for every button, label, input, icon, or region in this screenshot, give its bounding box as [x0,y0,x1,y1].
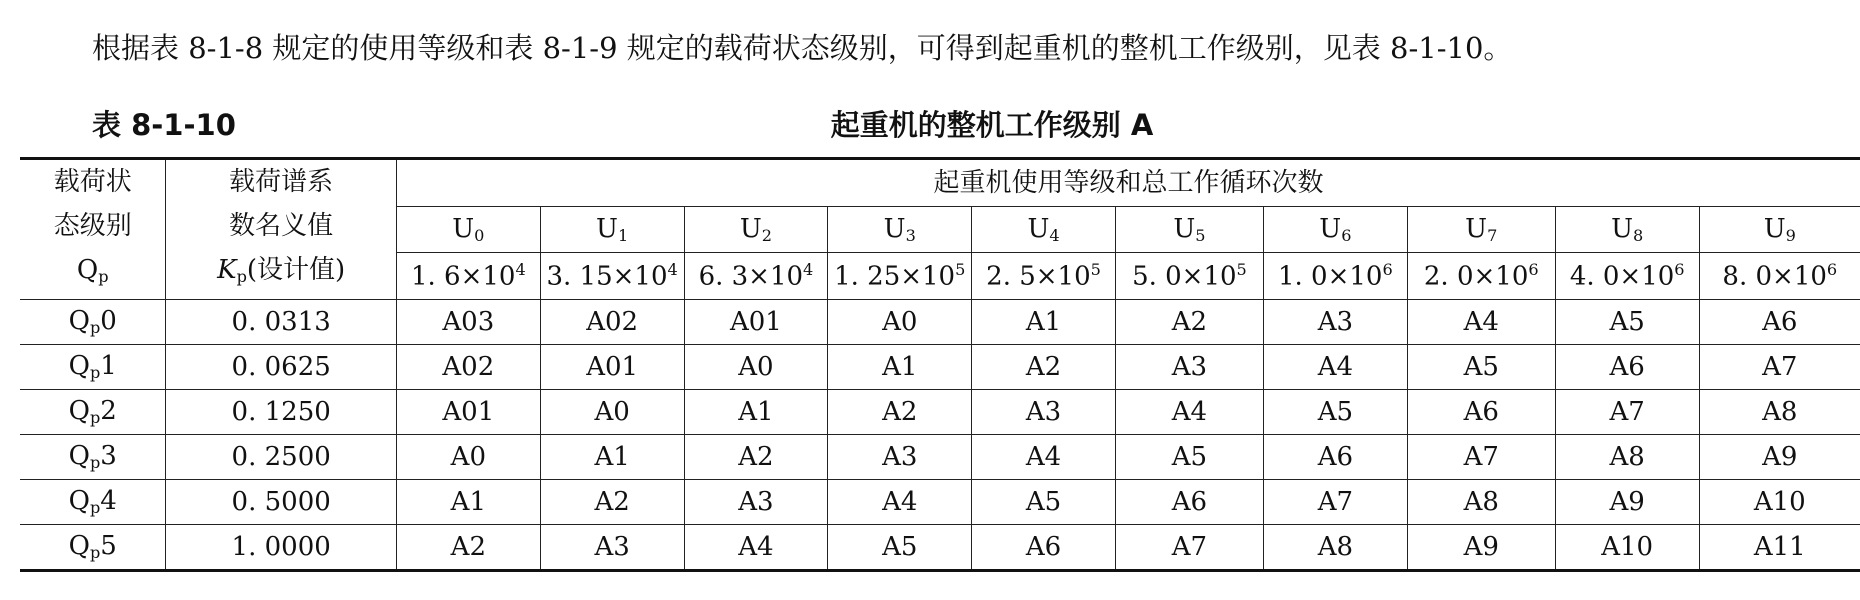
table-caption [92,100,1860,150]
work-class-cell: A11 [1699,525,1860,571]
load-state-sub: p [89,498,101,518]
usage-class-sub: 9 [1785,225,1796,245]
cycle-count-header [396,253,540,300]
work-class-cell: A1 [684,390,828,435]
work-class-cell: A01 [396,390,540,435]
work-class-cell: A7 [1555,390,1699,435]
cycle-count-exponent: 6 [1826,260,1838,280]
cycle-count-exponent: 6 [1674,260,1685,280]
usage-class-sub: 2 [761,225,773,245]
work-class-cell: A5 [1407,345,1555,390]
header-load-spectrum-factor [166,159,397,300]
work-class-cell: A2 [828,390,972,435]
cycle-count-mantissa: 6. 3×10 [698,261,804,292]
usage-class-sub: 5 [1195,225,1206,245]
header-load-state-symbol [20,248,165,299]
header-k-sub: p [236,267,247,287]
work-class-cell: A3 [972,390,1116,435]
kp-value-cell: 0. 5000 [166,480,397,525]
load-state-letter: Q [68,396,90,427]
work-class-table [20,157,1860,572]
work-class-cell: A2 [684,435,828,480]
work-class-cell: A6 [1555,345,1699,390]
work-class-cell: A6 [972,525,1116,571]
load-state-number: 4 [100,486,117,517]
work-class-cell: A01 [684,300,828,345]
load-state-number: 1 [100,351,117,382]
cycle-count-header [1407,253,1555,300]
usage-class-header [1699,206,1860,253]
work-class-cell: A6 [1115,480,1263,525]
usage-class-letter: U [1763,213,1786,244]
usage-class-sub: 6 [1341,225,1352,245]
work-class-cell: A4 [684,525,828,571]
work-class-cell: A3 [1115,345,1263,390]
work-class-cell: A5 [828,525,972,571]
header-usage-group: 起重机使用等级和总工作循环次数 [396,159,1860,207]
work-class-cell: A5 [1555,300,1699,345]
work-class-cell: A4 [1407,300,1555,345]
cycle-count-header [684,253,828,300]
load-state-sub: p [89,363,101,383]
work-class-cell: A0 [540,390,684,435]
cycle-count-header [1115,253,1263,300]
load-state-letter: Q [68,306,90,337]
usage-class-letter: U [739,213,762,244]
header-kp-note: (设计值) [246,255,346,285]
table-row [20,390,1860,435]
cycle-count-mantissa: 2. 0×10 [1423,261,1529,292]
work-class-cell: A2 [972,345,1116,390]
work-class-cell: A0 [396,435,540,480]
work-class-cell: A10 [1699,480,1860,525]
header-kp-line1: 载荷谱系 [229,167,334,197]
header-q-sub: p [98,267,109,287]
work-class-cell: A4 [1263,345,1407,390]
load-state-letter: Q [68,486,90,517]
work-class-cell: A2 [540,480,684,525]
cycle-count-mantissa: 1. 0×10 [1277,261,1383,292]
work-class-cell: A0 [828,300,972,345]
usage-class-sub: 3 [905,225,916,245]
work-class-cell: A8 [1407,480,1555,525]
usage-class-letter: U [1611,213,1634,244]
table-row [20,435,1860,480]
cycle-count-mantissa: 4. 0×10 [1569,261,1675,292]
header-q-letter: Q [76,255,99,285]
load-state-number: 2 [100,396,117,427]
work-class-cell: A9 [1699,435,1860,480]
work-class-cell: A02 [396,345,540,390]
header-load-state-class [20,159,166,300]
load-state-sub: p [89,543,101,563]
usage-class-letter: U [452,213,475,244]
load-state-cell [20,300,166,345]
work-class-cell: A4 [828,480,972,525]
cycle-count-exponent: 6 [1528,260,1539,280]
work-class-cell: A1 [540,435,684,480]
load-state-letter: Q [68,441,90,472]
usage-class-letter: U [883,213,906,244]
usage-class-sub: 4 [1049,225,1060,245]
table-row [20,525,1860,571]
usage-class-sub: 0 [474,225,485,245]
header-load-state-line1: 载荷状 [53,167,132,197]
cycle-count-mantissa: 3. 15×10 [546,261,668,292]
load-state-number: 0 [100,306,117,337]
work-class-cell: A10 [1555,525,1699,571]
kp-value-cell: 0. 0313 [166,300,397,345]
work-class-cell: A1 [828,345,972,390]
cycle-count-exponent: 4 [515,260,526,280]
work-class-cell: A3 [684,480,828,525]
work-class-cell: A7 [1115,525,1263,571]
header-kp-line2: 数名义值 [229,211,334,241]
cycle-count-exponent: 5 [1236,260,1247,280]
load-state-letter: Q [68,351,90,382]
cycle-count-mantissa: 5. 0×10 [1132,261,1237,292]
load-state-cell [20,390,166,435]
load-state-sub: p [89,318,101,338]
work-class-cell: A7 [1699,345,1860,390]
load-state-cell [20,525,166,571]
work-class-cell: A6 [1263,435,1407,480]
table-title: 起重机的整机工作级别 A [830,108,1154,142]
work-class-cell: A2 [1115,300,1263,345]
load-state-number: 3 [100,441,117,472]
cycle-count-mantissa: 1. 6×10 [410,261,516,292]
work-class-cell: A8 [1555,435,1699,480]
cycle-count-mantissa: 8. 0×10 [1722,261,1827,292]
cycle-count-exponent: 6 [1382,260,1393,280]
cycle-count-header [1263,253,1407,300]
load-state-sub: p [89,453,101,473]
work-class-cell: A01 [540,345,684,390]
work-class-cell: A1 [972,300,1116,345]
usage-class-header [1555,206,1699,253]
usage-class-letter: U [1465,213,1488,244]
work-class-cell: A9 [1407,525,1555,571]
work-class-cell: A7 [1263,480,1407,525]
load-state-number: 5 [100,531,117,562]
header-kp-line3 [166,248,396,299]
work-class-cell: A5 [1115,435,1263,480]
load-state-sub: p [89,408,101,428]
usage-class-letter: U [1173,213,1196,244]
work-class-cell: A1 [396,480,540,525]
cycle-count-header [1555,253,1699,300]
cycle-count-exponent: 5 [955,260,966,280]
intro-paragraph: 根据表 8-1-8 规定的使用等级和表 8-1-9 规定的载荷状态级别，可得到起重机的整机工作级别，见表 8-1-10。 [92,31,1513,65]
usage-class-header [684,206,828,253]
usage-class-header [1407,206,1555,253]
usage-class-sub: 7 [1487,225,1498,245]
usage-class-header [540,206,684,253]
kp-value-cell: 1. 0000 [166,525,397,571]
cycle-count-mantissa: 2. 5×10 [986,261,1091,292]
usage-class-header [396,206,540,253]
cycle-count-exponent: 4 [667,260,678,280]
cycle-count-exponent: 5 [1090,260,1101,280]
work-class-cell: A0 [684,345,828,390]
usage-class-header [972,206,1116,253]
work-class-cell: A4 [972,435,1116,480]
kp-value-cell: 0. 0625 [166,345,397,390]
cycle-count-header [540,253,684,300]
usage-class-header [828,206,972,253]
table-row [20,300,1860,345]
usage-class-header [1115,206,1263,253]
load-state-letter: Q [68,531,90,562]
kp-value-cell: 0. 2500 [166,435,397,480]
work-class-cell: A3 [1263,300,1407,345]
table-row [20,345,1860,390]
work-class-cell: A02 [540,300,684,345]
work-class-cell: A03 [396,300,540,345]
kp-value-cell: 0. 1250 [166,390,397,435]
usage-class-sub: 1 [617,225,629,245]
work-class-cell: A8 [1263,525,1407,571]
cycle-count-header [1699,253,1860,300]
header-k-letter: K [217,255,237,285]
work-class-cell: A2 [396,525,540,571]
cycle-count-header [972,253,1116,300]
cycle-count-mantissa: 1. 25×10 [834,261,956,292]
load-state-cell [20,345,166,390]
usage-class-letter: U [596,213,618,244]
usage-class-header [1263,206,1407,253]
work-class-cell: A3 [828,435,972,480]
work-class-cell: A8 [1699,390,1860,435]
work-class-cell: A5 [972,480,1116,525]
work-class-cell: A3 [540,525,684,571]
work-class-cell: A6 [1407,390,1555,435]
work-class-cell: A6 [1699,300,1860,345]
cycle-count-exponent: 4 [803,260,814,280]
load-state-cell [20,480,166,525]
work-class-cell: A7 [1407,435,1555,480]
work-class-cell: A5 [1263,390,1407,435]
table-row [20,480,1860,525]
header-load-state-line2: 态级别 [53,211,132,241]
usage-class-letter: U [1319,213,1342,244]
usage-class-sub: 8 [1633,225,1644,245]
work-class-cell: A9 [1555,480,1699,525]
table-number: 表 8-1-10 [92,108,236,142]
load-state-cell [20,435,166,480]
cycle-count-header [828,253,972,300]
work-class-cell: A4 [1115,390,1263,435]
usage-class-letter: U [1027,213,1050,244]
